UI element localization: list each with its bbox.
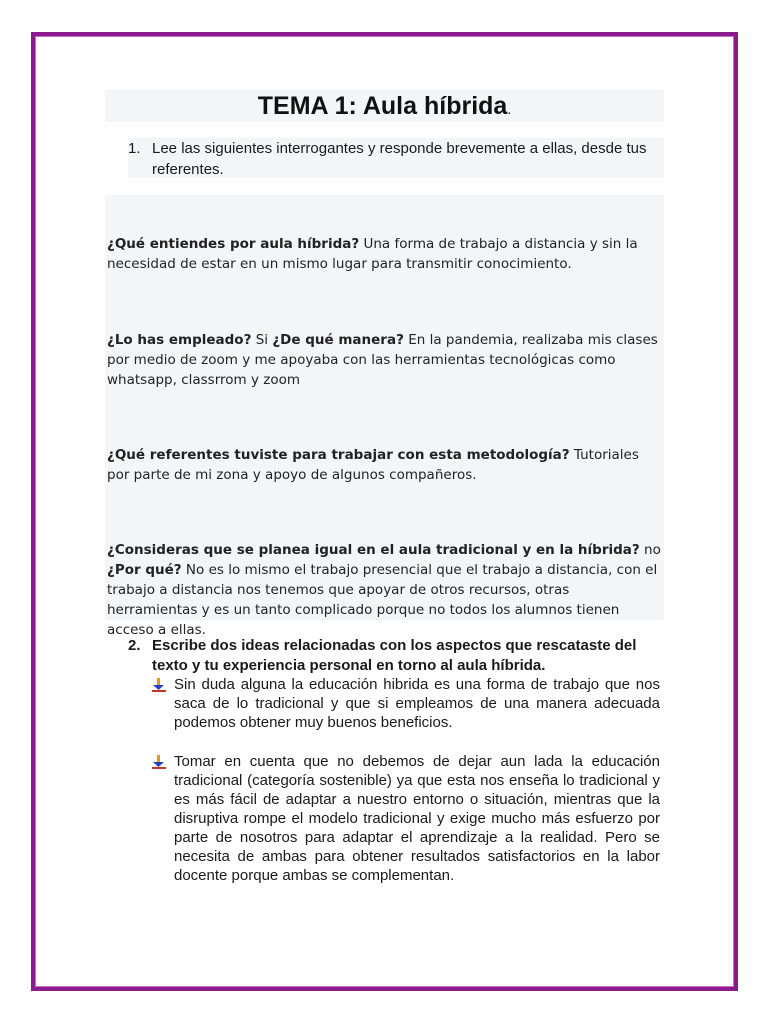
question1 [128, 138, 664, 180]
list-item [152, 675, 660, 732]
qa-item [107, 234, 662, 274]
qa-inline-answer: no [639, 542, 661, 558]
qa-question: ¿Lo has empleado? [107, 332, 252, 348]
qa-item [107, 330, 662, 390]
arrow-bullet-icon [152, 678, 166, 692]
question2-number: 2. [128, 637, 141, 654]
question1-text: Lee las siguientes interrogantes y responde brevemente a ellas, desde tus referentes. [152, 140, 647, 178]
arrow-bullet-icon [152, 755, 166, 769]
qa-answer: No es lo mismo el trabajo presencial que el trabajo a distancia, con el trabajo a distancia nos tenemos que apoyar de otros recursos, otras herramientas y es un tanto complicado porque no todos los alumnos tienen acceso a ellas. [107, 562, 658, 638]
qa-answer: En la pandemia, realizaba mis clases por medio de zoom y me apoyaba con las herramientas tecnológicas como whatsapp, classrrom y zoom [107, 332, 658, 388]
qa-answer: Tutoriales por parte de mi zona y apoyo de algunos compañeros. [107, 447, 639, 483]
qa-item [107, 445, 662, 485]
question2 [128, 636, 668, 676]
page-title [105, 90, 664, 125]
qa-question-followup: ¿De qué manera? [272, 332, 404, 348]
bullet-text: Tomar en cuenta que no debemos de dejar aun lada la educación tradicional (categoría sostenible) ya que esta nos enseña lo tradicional y es más fácil de adaptar a nuestro entorno o situación, mientras que la disruptiva rompe el modelo tradicional y exige mucho más esfuerzo por parte de nosotros para adaptar el aprendizaje a la realidad. Pero se necesita de ambas para obtener resultados satisfactorios en la labor docente porque ambas se complementan. [174, 753, 660, 884]
qa-question-followup: ¿Por qué? [107, 562, 182, 578]
title-trailing: . [507, 101, 512, 117]
question1-number: 1. [128, 140, 141, 157]
qa-question: ¿Qué entiendes por aula híbrida? [107, 236, 360, 252]
bullet-text: Sin duda alguna la educación hibrida es una forma de trabajo que nos saca de lo tradicional y que si empleamos de una manera adecuada podemos obtener muy buenos beneficios. [174, 676, 660, 731]
qa-question: ¿Consideras que se planea igual en el aula tradicional y en la híbrida? [107, 542, 640, 558]
title-main: TEMA 1: Aula híbrida [257, 92, 508, 120]
list-item [152, 752, 660, 885]
question2-text: Escribe dos ideas relacionadas con los aspectos que rescataste del texto y tu experiencia personal en torno al aula híbrida. [152, 637, 637, 674]
qa-item [107, 540, 662, 640]
qa-question: ¿Qué referentes tuviste para trabajar con esta metodología? [107, 447, 570, 463]
qa-inline-answer: Si [251, 332, 273, 348]
qa-answer: Una forma de trabajo a distancia y sin la necesidad de estar en un mismo lugar para transmitir conocimiento. [107, 236, 638, 272]
